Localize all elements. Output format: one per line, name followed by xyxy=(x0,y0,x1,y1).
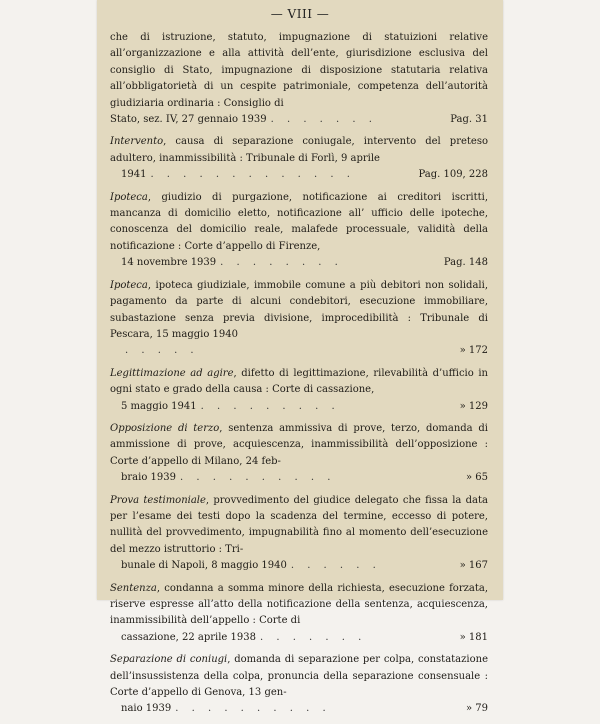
entry-last-line xyxy=(110,701,488,717)
leader-dots: . . . . . . . xyxy=(259,631,367,643)
entry-date: 1941 xyxy=(121,169,147,181)
entry-date: braio 1939 xyxy=(121,472,176,484)
entry-text xyxy=(110,278,488,344)
entry-text xyxy=(110,134,488,167)
book-page xyxy=(97,0,503,715)
page-reference: » 167 xyxy=(459,560,488,572)
entry-description: , giudizio di purgazione, notificazione ai creditori iscritti, mancanza di domicilio eletto, notificazione all’ ufficio delle ipoteche, conoscenza del domicilio reale, malafede processuale, validità della notificazione : Corte d’appello di Firenze, xyxy=(110,191,488,252)
entry-last-line xyxy=(110,558,488,574)
page-reference: » 129 xyxy=(459,400,488,412)
entry-text xyxy=(110,493,488,559)
entry-date: naio 1939 xyxy=(121,703,172,715)
entry-description: , causa di separazione coniugale, intervento del preteso adultero, inammissibilità : Tribunale di Forlì, 9 aprile xyxy=(110,136,488,164)
index-entry xyxy=(110,366,490,415)
entry-description: , difetto di legittimazione, rilevabilità d’ufficio in ogni stato e grado della causa : Corte di cassazione, xyxy=(110,367,488,396)
entry-keyword: Opposizione di terzo xyxy=(110,422,220,434)
index-entries xyxy=(110,30,490,724)
index-entry xyxy=(110,493,490,575)
page-number: — VIII — xyxy=(270,7,330,21)
entry-keyword: Legittimazione ad agire xyxy=(110,367,234,379)
entry-text xyxy=(110,30,488,112)
entry-keyword: Intervento xyxy=(110,136,164,148)
entry-text xyxy=(110,421,488,470)
index-entry xyxy=(110,190,490,272)
page-reference: Pag. 109, 228 xyxy=(418,169,488,181)
entry-text xyxy=(110,652,488,701)
entry-last-line xyxy=(110,470,488,486)
leader-dots: . . . . . . . . . . . . . xyxy=(150,169,355,181)
index-entry xyxy=(110,421,490,487)
entry-description: , domanda di separazione per colpa, constatazione dell’insussistenza della colpa, pronuncia della separazione consensuale : Corte d’appello di Genova, 13 gen- xyxy=(110,654,488,699)
index-entry xyxy=(110,278,490,360)
entry-date: 14 novembre 1939 xyxy=(121,257,217,269)
entry-description: , condanna a somma minore della richiesta, esecuzione forzata, riserve espresse all’atto della notificazione della sentenza, acquiescenza, inammissibilità dell’appello : Corte di xyxy=(110,582,488,627)
entry-description: , sentenza ammissiva di prove, terzo, domanda di ammissione di prove, acquiescenza, inammissibilità dell’opposizione : Corte d’appello di Milano, 24 feb- xyxy=(110,422,488,467)
entry-keyword: Separazione di coniugi xyxy=(110,654,228,666)
entry-text xyxy=(110,366,488,399)
entry-last-line xyxy=(110,112,488,128)
entry-date: Stato, sez. IV, 27 gennaio 1939 xyxy=(110,114,267,126)
entry-keyword: Ipoteca xyxy=(110,191,148,203)
index-entry xyxy=(110,581,490,647)
entry-description: che di istruzione, statuto, impugnazione di statuizioni relative all’organizzazione e alla attività dell’ente, giurisdizione esclusiva del consiglio di Stato, impugnazione di disposizione statutaria relativa all’obbligatorietà di un cespite patrimoniale, competenza dell’autorità giudiziaria ordinaria : Consiglio di xyxy=(110,32,488,109)
leader-dots: . . . . . xyxy=(125,345,199,357)
page-reference: » 172 xyxy=(459,345,488,357)
index-entry xyxy=(110,652,490,718)
entry-last-line xyxy=(110,343,488,359)
entry-date: bunale di Napoli, 8 maggio 1940 xyxy=(121,560,287,572)
entry-description: , ipoteca giudiziale, immobile comune a più debitori non solidali, pagamento da parte di alcuni condebitori, esecuzione immobiliare, subastazione senza previa divisione, improcedibilità : Tribunale di Pescara, 15 maggio 1940 xyxy=(110,279,488,340)
entry-keyword: Sentenza xyxy=(110,582,157,594)
page-reference: Pag. 148 xyxy=(443,257,488,269)
entry-last-line xyxy=(110,255,488,271)
entry-text xyxy=(110,190,488,256)
page-reference: » 65 xyxy=(465,472,488,484)
entry-last-line xyxy=(110,630,488,646)
leader-dots: . . . . . . xyxy=(290,560,381,572)
entry-last-line xyxy=(110,167,488,183)
leader-dots: . . . . . . . . . . xyxy=(180,472,336,484)
entry-date: cassazione, 22 aprile 1938 xyxy=(121,631,256,643)
entry-keyword: Prova testimoniale xyxy=(110,494,206,506)
entry-last-line xyxy=(110,399,488,415)
page-reference: » 79 xyxy=(465,703,488,715)
page-reference: Pag. 31 xyxy=(450,114,488,126)
index-entry xyxy=(110,30,490,128)
page-reference: » 181 xyxy=(459,631,488,643)
entry-keyword: Ipoteca xyxy=(110,279,148,291)
index-entry xyxy=(110,134,490,183)
entry-text xyxy=(110,581,488,630)
leader-dots: . . . . . . . . . xyxy=(200,400,340,412)
leader-dots: . . . . . . . xyxy=(270,114,377,126)
entry-date: 5 maggio 1941 xyxy=(121,400,197,412)
leader-dots: . . . . . . . . . . xyxy=(175,703,331,715)
leader-dots: . . . . . . . . xyxy=(220,257,343,269)
entry-description: , provvedimento del giudice delegato che fissa la data per l’esame dei testi dopo la scadenza del termine, eccesso di potere, nullità del provvedimento, impugnabilità fino al momento dell’esecuzione del mezzo istruttorio : Tri- xyxy=(110,494,488,555)
